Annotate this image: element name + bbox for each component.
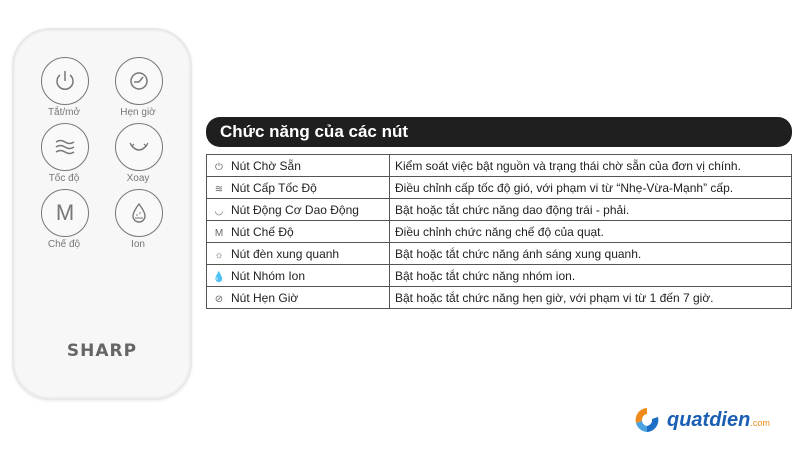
swing-button[interactable] bbox=[115, 123, 163, 171]
button-name: Nút Hẹn Giờ bbox=[231, 290, 299, 305]
swing-icon bbox=[125, 133, 153, 161]
table-row bbox=[207, 155, 792, 177]
description-cell: Bật hoặc tắt chức năng nhóm ion. bbox=[390, 265, 792, 287]
row-icon: M bbox=[214, 227, 224, 239]
button-name: Nút đèn xung quanh bbox=[231, 246, 340, 261]
button-name-cell bbox=[207, 265, 390, 287]
description-cell: Điều chỉnh cấp tốc độ gió, với phạm vi từ “Nhẹ-Vừa-Mạnh” cấp. bbox=[390, 177, 792, 199]
description-cell: Điều chỉnh chức năng chế độ của quạt. bbox=[390, 221, 792, 243]
mode-icon: M bbox=[55, 200, 75, 225]
speed-button[interactable] bbox=[41, 123, 89, 171]
row-icon: ⊘ bbox=[214, 293, 224, 305]
ion-label: Ion bbox=[131, 239, 145, 250]
timer-icon bbox=[125, 67, 153, 95]
section-title: Chức năng của các nút bbox=[206, 117, 792, 147]
button-name: Nút Chờ Sẵn bbox=[231, 158, 301, 173]
button-name-cell bbox=[207, 221, 390, 243]
button-name-cell bbox=[207, 287, 390, 309]
swing-label: Xoay bbox=[126, 173, 150, 184]
button-name-cell bbox=[207, 177, 390, 199]
table-row bbox=[207, 243, 792, 265]
table-row bbox=[207, 265, 792, 287]
ion-button[interactable] bbox=[115, 189, 163, 237]
logo-domain: .com bbox=[750, 417, 770, 428]
logo-name: quatdien bbox=[667, 408, 751, 431]
button-name: Nút Nhóm Ion bbox=[231, 268, 306, 283]
power-icon bbox=[51, 67, 79, 95]
button-name-cell bbox=[207, 199, 390, 221]
remote-control bbox=[12, 28, 192, 400]
speed-label: Tốc độ bbox=[48, 173, 80, 184]
timer-button[interactable] bbox=[115, 57, 163, 105]
button-name: Nút Chế Độ bbox=[231, 224, 294, 239]
button-name-cell bbox=[207, 243, 390, 265]
power-button[interactable] bbox=[41, 57, 89, 105]
logo-swirl-icon bbox=[632, 405, 662, 435]
timer-label: Hẹn giờ bbox=[120, 107, 156, 118]
button-name-cell bbox=[207, 155, 390, 177]
table-row bbox=[207, 221, 792, 243]
mode-button[interactable] bbox=[41, 189, 89, 237]
wind-speed-icon bbox=[51, 133, 79, 161]
button-name: Nút Cấp Tốc Độ bbox=[231, 180, 317, 195]
row-icon: ⏻ bbox=[215, 161, 223, 173]
table-row bbox=[207, 199, 792, 221]
functions-table bbox=[206, 154, 792, 309]
description-cell: Bật hoặc tắt chức năng ánh sáng xung quanh. bbox=[390, 243, 792, 265]
button-name: Nút Động Cơ Dao Động bbox=[231, 202, 359, 217]
description-cell: Bật hoặc tắt chức năng dao động trái - phải. bbox=[390, 199, 792, 221]
mode-label: Chế độ bbox=[47, 239, 81, 250]
description-cell: Kiểm soát việc bật nguồn và trạng thái chờ sẵn của đơn vị chính. bbox=[390, 155, 792, 177]
ion-drop-icon bbox=[125, 199, 153, 227]
sharp-logo: SHARP bbox=[66, 341, 138, 361]
description-cell: Bật hoặc tắt chức năng hẹn giờ, với phạm vi từ 1 đến 7 giờ. bbox=[390, 287, 792, 309]
power-label: Tắt/mở bbox=[47, 107, 81, 118]
row-icon: ☼ bbox=[214, 249, 224, 261]
table-row bbox=[207, 287, 792, 309]
row-icon: ◡ bbox=[214, 205, 224, 217]
table-row bbox=[207, 177, 792, 199]
row-icon: ≋ bbox=[214, 183, 224, 195]
row-icon: 💧 bbox=[212, 271, 226, 283]
quatdien-logo bbox=[632, 405, 770, 435]
